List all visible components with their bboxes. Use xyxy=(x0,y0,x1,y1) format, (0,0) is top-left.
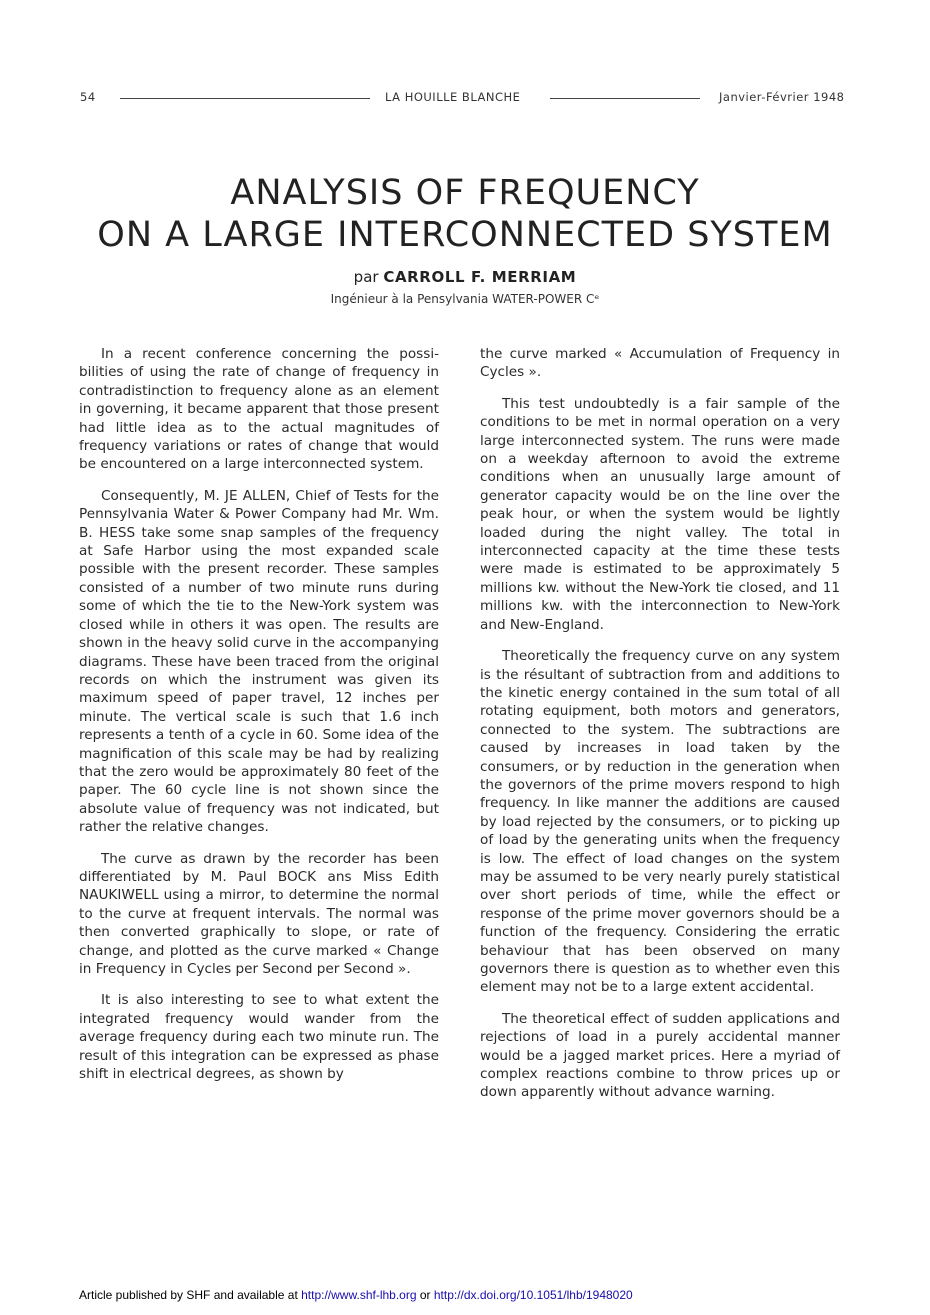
running-header xyxy=(0,90,930,110)
publication-footer xyxy=(79,1288,879,1302)
paragraph: Consequently, M. JE ALLEN, Chief of Tests for the Pennsylvania Water & Power Company had Mr. Wm. B. HESS take some snap samples of the frequency at Safe Harbor using the most expanded scale possible with the present recorder. These samples consisted of a number of two minute runs during some of which the tie to the New-York system was closed while in others it was open. The results are shown in the heavy solid curve in the accompanying diagrams. These have been traced from the original records on which the instrument was given its maximum speed of paper travel, 12 inches per minute. The vertical scale is such that 1.6 inch represents a tenth of a cycle in 60. Some idea of the magnification of this scale may be had by realizing that the zero would be approximately 80 feet of the paper. The 60 cycle line is not shown since the absolute value of frequency was not indicated, but rather the relative changes. xyxy=(79,487,439,836)
author-affiliation: Ingénieur à la Pensylvania WATER-POWER Cᵉ xyxy=(330,292,600,306)
paragraph: In a recent conference concerning the possibilities of using the rate of change of frequency in contradistinction to frequency alone as an element in governing, it became apparent that those present had little idea as to the actual magnitudes of frequency variations or rates of change that would be encountered on a large interconnected system. xyxy=(79,346,439,473)
page-number: 54 xyxy=(80,90,96,104)
journal-site-link[interactable]: http://www.shf-lhb.org xyxy=(301,1288,417,1302)
paragraph-continued: the curve marked « Accumulation of Frequency in Cycles ». xyxy=(480,346,840,381)
paragraph: Theoretically the frequency curve on any system is the résultant of subtraction from and additions to the kinetic energy contained in the sum total of all rotating equipment, both motors and generators, connected to the system. The subtractions are caused by increases in load taken by the consumers, or by reduction in the generation when the governors of the prime movers respond to high frequency. In like manner the additions are caused by load rejected by the consumers, or to picking up of load by the generating units when the frequency is low. The effect of load changes on the system may be assumed to be very nearly purely statistical over short periods of time, while the effect or response of the prime mover governors should be a function of the frequency. Considering the erratic behaviour that has been observed on many governors there is question as to whether even this element may not be to a large extent accidental. xyxy=(480,648,840,996)
doi-link[interactable]: http://dx.doi.org/10.1051/lhb/1948020 xyxy=(433,1288,633,1302)
issue-date: Janvier-Février 1948 xyxy=(719,90,845,104)
paragraph: The theoretical effect of sudden applications and rejections of load in a purely accidental manner would be a jagged market prices. Here a myriad of complex reactions combine to throw prices up or down apparently without advance warning. xyxy=(480,1010,840,1101)
left-column xyxy=(79,345,439,1096)
byline xyxy=(0,268,930,286)
paragraph: The curve as drawn by the recorder has been differentiated by M. Paul BOCK ans Miss Edith NAUKIWELL using a mirror, to determine the normal to the curve at frequent intervals. The normal was then converted graphically to slope, or rate of change, and plotted as the curve marked « Change in Frequency in Cycles per Second per Second ». xyxy=(79,850,439,977)
title-line-1: ANALYSIS OF FREQUENCY xyxy=(230,173,700,213)
journal-name: LA HOUILLE BLANCHE xyxy=(385,90,521,104)
paragraph: This test undoubtedly is a fair sample of the conditions to be met in normal operation on a very large interconnected system. The runs were made on a weekday afternoon to avoid the extreme conditions when an unusually large amount of generator capacity would be on the line over the peak hour, or when the system would be lightly loaded during the night valley. The total in interconnected capacity at the time these tests were made is estimated to be approximately 5 millions kw. without the New-York tie closed, and 11 millions kw. with the interconnection to New-York and New-England. xyxy=(480,395,840,633)
header-rule-right xyxy=(550,98,700,99)
author-prefix: par xyxy=(353,268,379,286)
paragraph: It is also interesting to see to what extent the integrated frequency would wander from the average frequency during each two minute run. The result of this integration can be expressed as phase shift in electrical degrees, as shown by xyxy=(79,992,439,1083)
title-line-2: ON A LARGE INTERCONNECTED SYSTEM xyxy=(97,215,833,255)
header-rule-left xyxy=(120,98,370,99)
author-name: CARROLL F. MERRIAM xyxy=(383,268,577,286)
right-column xyxy=(480,345,840,1115)
footer-text-or: or xyxy=(416,1288,434,1302)
article-title xyxy=(0,172,930,256)
footer-text: Article published by SHF and available at xyxy=(79,1288,302,1302)
